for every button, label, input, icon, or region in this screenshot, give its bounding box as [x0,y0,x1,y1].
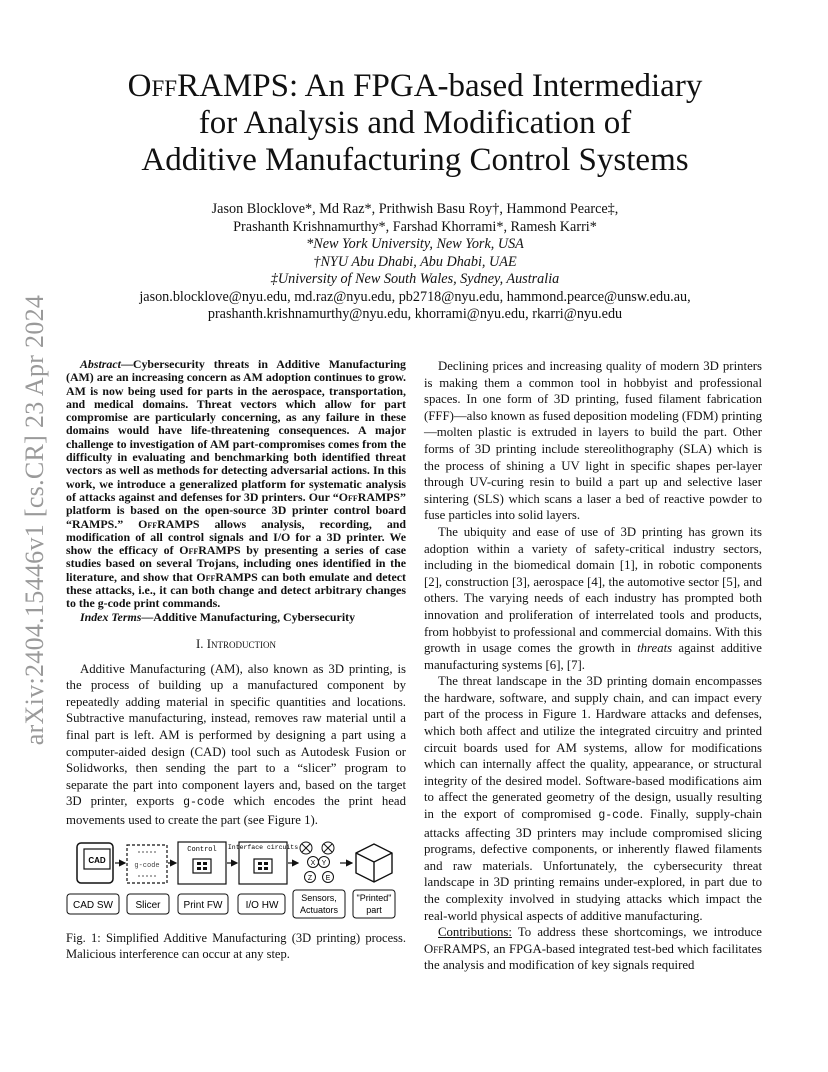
abstract-offramps-1: OffRAMPS [338,489,401,504]
p3-text-b: . Finally, supply-chain attacks affecting 3D printers may include compromised slicing programs, defective components, or inherently flawed filaments and raw materials. Unfortunately, the cybersecurity threat landscape in 3D printing remains under-explored, in part due to the complexity involved in studying attacks which impact the real-world physical aspects of additive manufacturing. [424,807,762,923]
left-column [66,358,406,962]
section-heading-introduction [66,636,406,653]
control-icon-text: Control [187,846,217,855]
section-number: I. [196,636,207,651]
p2-threats: threats [637,641,673,656]
abstract-text-b: ” platform is based on the open-source 3D printer control board “RAMPS.” [66,489,406,531]
author-names-line2: Prashanth Krishnamurthy*, Farshad Khorrami*, Ramesh Karri* [233,218,597,235]
author-names-line1: Jason Blocklove*, Md Raz*, Prithwish Basu Roy†, Hammond Pearce‡, [211,201,619,217]
am-process-diagram [66,840,406,922]
p4-offramps: OffRAMPS [424,941,487,956]
motor-y: Y [321,860,327,868]
right-column [424,358,762,974]
title-line3: Additive Manufacturing Control Systems [141,142,689,178]
p2-text-a: The ubiquity and ease of use of 3D printing has grown its adoption within a variety of safety-critical industry sectors, including in the biomedical domain [1], in robotic components [2], construction [3], aerospace [4], the automotive sector [5], and others. The varying needs of each industry has prompted both innovation and proliferation of interrelated tools and products, from hobbyist to professional and commercial domains. With this growth in usage comes the growth in [424,524,762,656]
label-sensors: Sensors, [301,893,337,904]
label-slicer: Slicer [135,900,161,912]
label-io-hw: I/O HW [245,900,279,912]
control-chip-icon [178,842,226,884]
gcode-icon-text: g-code [134,862,160,871]
abstract-offramps-4: OffRAMPS [196,569,258,584]
p4-text-b: , an FPGA-based integrated test-bed which facilitates the analysis and modification of key signals required [424,941,762,973]
arxiv-sidebar [10,260,60,780]
p3-gcode: g-code [598,809,640,823]
intro-paragraph-1 [66,661,406,829]
abstract-label: Abstract [80,357,121,371]
affiliation-nyu: *New York University, New York, USA [306,236,524,252]
figure-1 [66,840,406,922]
figure-1-caption: Fig. 1: Simplified Additive Manufacturing (3D printing) process. Malicious interference can occur at any step. [66,931,406,962]
abstract-text-d: by presenting a series of case studies based on several Trojans, including ones identified in the literature, and show that [66,543,406,584]
cad-document-icon [77,843,113,883]
gcode-file-icon [127,845,167,883]
index-terms [66,611,406,624]
label-part: part [366,905,382,916]
paper-title [70,68,760,179]
motor-e: E [325,875,331,883]
abstract-offramps-3: OffRAMPS [179,543,241,558]
title-line1-rest: : An FPGA-based Intermediary [288,68,703,104]
index-terms-label: Index Terms [80,609,142,624]
printed-part-cube-icon [356,844,392,882]
abstract-text-c: allows analysis, recording, and modification of all control signals and I/O for a 3D printer. We show the efficacy of [66,516,406,558]
motor-z: Z [307,875,313,883]
label-print-fw: Print FW [183,900,223,912]
motor-x: X [310,860,316,868]
author-block [90,201,740,324]
paragraph-threat-landscape [424,673,762,924]
label-actuators: Actuators [299,905,339,916]
title-line2: for Analysis and Modification of [198,105,632,141]
title-offramps: OffRAMPS [127,68,289,104]
p2-text-b: against additive manufacturing systems [6], [7]. [424,641,762,672]
abstract-offramps-2: OffRAMPS [138,516,200,531]
contributions-label: Contributions: [438,925,512,940]
label-cad-sw: CAD SW [73,900,113,912]
affiliation-nyuad: †NYU Abu Dhabi, Abu Dhabi, UAE [313,253,517,270]
intro-p1-text-a: Additive Manufacturing (AM), also known as 3D printing, is the process of building up a manufactured component by repeatedly adding material in specific quantities and locations. Subtractive manufacturing, instead, removes raw material until a final part is left. AM is performed by designing a part using a computer-aided design (CAD) tool such as Autodesk Fusion or Solidworks, then sending the part to a “slicer” program to separate the part into component layers and, based on the target 3D printer, exports [66,661,406,809]
label-printed: "Printed" [356,893,392,904]
paragraph-declining-prices: Declining prices and increasing quality of modern 3D printers is making them a common tool in hobbyist and professional spaces. In one form of 3D printing, fused filament fabrication (FFF)—also known as fused deposition modeling (FDM) printing—molten plastic is extruded in layers to build the part. Other forms of 3D printing include stereolithography (SLA) which is the process of shining a UV light in specific shapes per-layer through UV-curing resin to build a part up and selective laser sintering (SLS) which scans a laser a bed of reactive powder to fuse particles into solid layers. [424,359,762,523]
arxiv-identifier: arXiv:2404.15446v1 [cs.CR] 23 Apr 2024 [20,294,49,746]
abstract [66,358,406,611]
intro-p1-text-b: which encodes the print head movements used to create the part (see Figure 1). [66,794,406,827]
cad-icon-text: CAD [88,856,106,866]
abstract-text-a: —Cybersecurity threats in Additive Manufacturing (AM) are an increasing concern as AM adoption continues to grow. AM is now being used for parts in the aerospace, transportation, and medical domains. Threat vectors which allow for part compromise are particularly concerning, as any failure in these domains would have life-threatening consequences. A major challenge to investigation of AM part-compromises comes from the difficulty in evaluating and benchmarking both identified threat vectors as well as methods for detecting adversarial actions. In this work, we introduce a generalized platform for systematic analysis of attacks against and defenses for 3D printers. Our “ [66,357,406,504]
paragraph-ubiquity [424,524,762,673]
index-terms-text: —Additive Manufacturing, Cybersecurity [141,609,356,624]
paragraph-contributions [424,924,762,974]
intro-p1-gcode: g-code [183,796,225,810]
affiliation-unsw: ‡University of New South Wales, Sydney, Australia [270,271,560,287]
interface-icon-text: Interface circuits [227,844,299,852]
p4-text-a: To address these shortcomings, we introduce [511,925,762,940]
abstract-text-e: can both emulate and detect these attacks, i.e., it can both change and detect arbitrary changes to the g-code print commands. [66,569,406,611]
stage-labels [67,890,395,918]
author-emails-line2: prashanth.krishnamurthy@nyu.edu, khorrami@nyu.edu, rkarri@nyu.edu [207,306,623,322]
section-title: Introduction [206,636,276,651]
motor-icons [300,842,334,883]
p3-text-a: The threat landscape in the 3D printing domain encompasses the hardware, software, and supply chain, and can impact every part of the process in Figure 1. Hardware attacks and defenses, which both affect and utilize the integrated circuitry and printed circuit boards used for AM systems, allow for modifications which can internally affect the quality, appearance, or structural integrity of the desired model. Software-based modifications aim to affect the generated geometry of the design, usually resulting in the export of compromised [424,674,762,822]
author-emails-line1: jason.blocklove@nyu.edu, md.raz@nyu.edu, pb2718@nyu.edu, hammond.pearce@unsw.edu.au, [139,288,691,305]
interface-circuits-icon [228,842,298,884]
